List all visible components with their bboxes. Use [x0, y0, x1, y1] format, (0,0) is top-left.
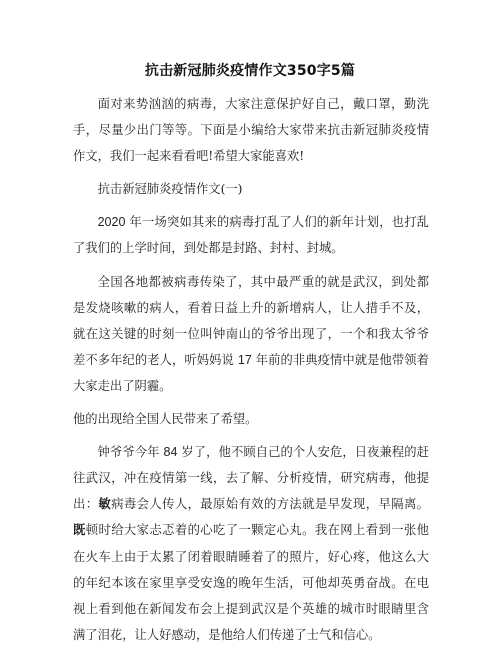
paragraph-2-text-b: 年前的非典疫情中就是他带领着大家走出了阴霾。: [73, 352, 429, 393]
paragraph-4-text-d: 顿时给大家忐忑着的心吃了一颗定心丸。我在网上看到一张他在火车上由于太累了闭着眼睛睡着了的照片，好心疼，他这么大的年纪本该在家里享受安逸的晚年生活，可他却英勇奋战。在电视上看到他在新闻发布会上提到武汉是个英雄的城市时眼睛里含满了泪花，让人好感动，是他给人们传递了士气和信心。: [73, 523, 429, 642]
section-heading: 抗击新冠肺炎疫情作文(一): [97, 182, 243, 197]
paragraph-2: [73, 269, 429, 399]
year-number: 2020: [97, 215, 126, 230]
paragraph-4-text-a: 钟爷爷今年: [97, 445, 160, 460]
paragraph-1-text: 年一场突如其来的病毒打乱了人们的新年计划，也打乱了我们的上学时间，到处都是封路、封村、封城。: [73, 215, 429, 256]
document-title: 抗击新冠肺炎疫情作文350字5篇: [144, 63, 356, 79]
paragraph-1: [73, 209, 429, 261]
bold-char-2: 既: [73, 522, 86, 538]
paragraph-4: [73, 439, 429, 648]
paragraph-2-text-a: 全国各地都被病毒传染了，其中最严重的就是武汉，到处都是发烧咳嗽的病人，看着日益上升的新增病人，让人措手不及，就在这关键的时刻一位叫钟南山的爷爷出现了，一个和我太爷爷差不多年纪的老人，听妈妈说: [73, 274, 429, 367]
paragraph-4-text-c: 病毒会人传人，最原始有效的方法就是早发现，早隔离。: [111, 497, 429, 512]
paragraph-3: 他的出现给全国人民带来了希望。: [73, 412, 258, 427]
document-body: [73, 91, 429, 655]
bold-char-1: 敏: [98, 496, 112, 512]
years-number: 17: [237, 352, 252, 367]
intro-paragraph: 面对来势汹汹的病毒，大家注意保护好自己，戴口罩，勤洗手，尽量少出门等等。下面是小编给大家带来抗击新冠肺炎疫情作文，我们一起来看看吧!希望大家能喜欢!: [73, 97, 429, 164]
age-number: 84: [163, 445, 178, 460]
paragraph-4-text-b: 岁了，他不顾自己的个人安危，日夜兼程的赶往武汉，冲在疫情第一线，去了解、分析疫情，研究病毒，他提出：: [73, 445, 429, 512]
